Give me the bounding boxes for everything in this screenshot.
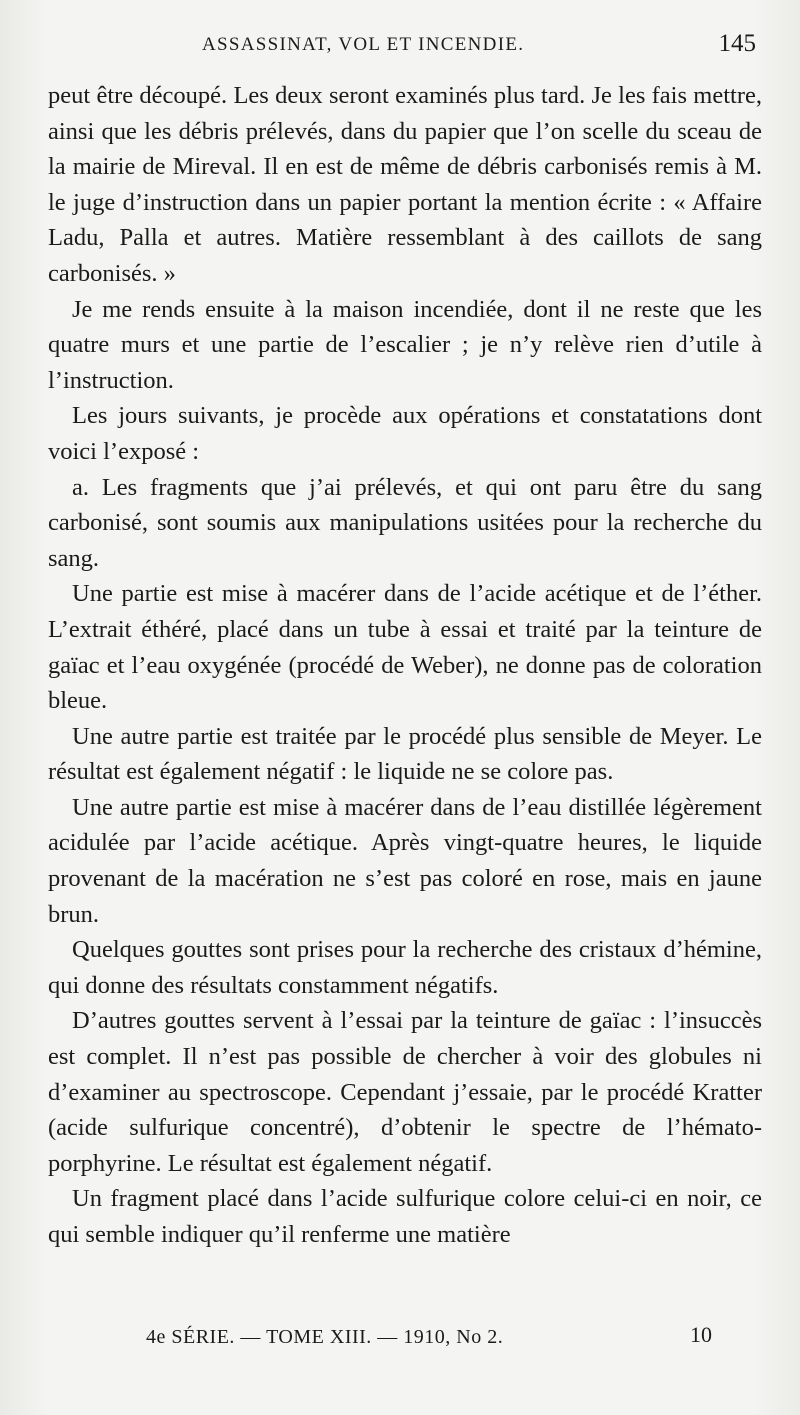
paragraph-9: D’autres gouttes servent à l’essai par la teinture de gaïac : l’insuccès est complet. Il n’est pas possible de chercher à voir des globules ni d’examiner au spectroscope. Cependant j’essaie, par le procédé Kratter (acide sulfurique concentré), d’obtenir le spectre de l’hémato-porphyrine. Le résultat est également négatif. [48,1007,762,1177]
issue-signature: 4e SÉRIE. — TOME XIII. — 1910, No 2. [146,1326,504,1348]
paragraph-10: Un fragment placé dans l’acide sulfurique colore celui-ci en noir, ce qui semble indiquer qu’il renferme une matière [48,1185,762,1248]
paragraph-1: peut être découpé. Les deux seront examinés plus tard. Je les fais mettre, ainsi que les débris prélevés, dans du papier que l’on scelle du sceau de la mairie de Mireval. Il en est de même de débris carbonisés remis à M. le juge d’instruction dans un papier portant la mention écrite : « Affaire Ladu, Palla et autres. Matière ressemblant à des caillots de sang carbonisés. » [48,82,762,287]
page-footer [0,1322,800,1362]
running-title: ASSASSINAT, VOL ET INCENDIE. [202,34,525,55]
sheet-number: 10 [690,1322,712,1347]
paragraph-2: Je me rends ensuite à la maison incendiée, dont il ne reste que les quatre murs et une partie de l’escalier ; je n’y relève rien d’utile à l’instruction. [48,295,762,394]
running-head [0,30,800,64]
paragraph-8: Quelques gouttes sont prises pour la recherche des cristaux d’hémine, qui donne des résultats constamment négatifs. [48,936,762,999]
body-text [48,78,762,1253]
paragraph-6: Une autre partie est traitée par le procédé plus sensible de Meyer. Le résultat est également négatif : le liquide ne se colore pas. [48,722,762,786]
paragraph-7: Une autre partie est mise à macérer dans de l’eau distillée légèrement acidulée par l’acide acétique. Après vingt-quatre heures, le liquide provenant de la macération ne s’est pas coloré en rose, mais en jaune brun. [48,793,762,928]
page-number: 145 [718,30,756,57]
paragraph-5: Une partie est mise à macérer dans de l’acide acétique et de l’éther. L’extrait éthéré, placé dans un tube à essai et traité par la teinture de gaïac et l’eau oxygénée (procédé de Weber), ne donne pas de coloration bleue. [48,580,762,715]
paragraph-3: Les jours suivants, je procède aux opérations et constatations dont voici l’exposé : [48,402,762,465]
paragraph-4: a. Les fragments que j’ai prélevés, et qui ont paru être du sang carbonisé, sont soumis aux manipulations usitées pour la recherche du sang. [48,473,762,572]
